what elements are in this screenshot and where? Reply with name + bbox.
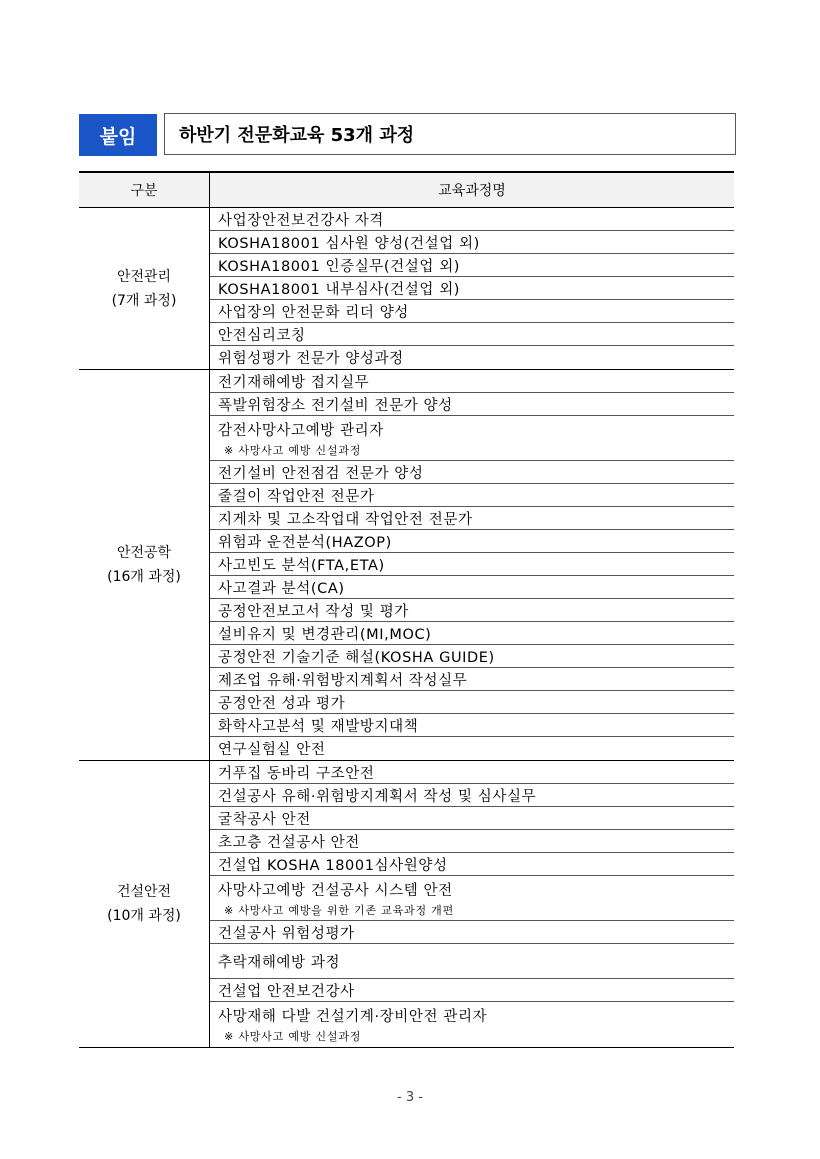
course-row: [210, 876, 734, 921]
course-name: 사망사고예방 건설공사 시스템 안전: [218, 882, 453, 899]
course-name: 줄걸이 작업안전 전문가: [218, 488, 375, 505]
course-row: [210, 300, 734, 323]
category-group: [79, 208, 734, 370]
course-name: 화학사고분석 및 재발방지대책: [218, 718, 419, 735]
course-name: 사고빈도 분석(FTA,ETA): [218, 557, 385, 574]
course-name: KOSHA18001 심사원 양성(건설업 외): [218, 235, 480, 252]
course-note: ※ 사망사고 예방 신설과정: [224, 1030, 362, 1043]
category-count: (7개 과정): [111, 292, 177, 309]
course-row: [210, 1002, 734, 1047]
course-row: [210, 346, 734, 369]
course-name: KOSHA18001 인증실무(건설업 외): [218, 258, 461, 275]
table-header-row: [79, 173, 734, 208]
attachment-badge: 붙임: [79, 114, 157, 156]
course-name: 공정안전 성과 평가: [218, 695, 346, 712]
course-list: [210, 208, 734, 369]
course-row: [210, 208, 734, 231]
category-cell: [79, 761, 210, 1047]
course-row: [210, 461, 734, 484]
course-list: [210, 761, 734, 1047]
course-name: 사업장안전보건강사 자격: [218, 212, 384, 229]
course-name: 제조업 유해·위험방지계획서 작성실무: [218, 672, 468, 689]
course-row: [210, 737, 734, 760]
category-name: 건설안전: [116, 884, 172, 900]
course-row: [210, 830, 734, 853]
column-header-category: 구분: [79, 173, 210, 207]
table-body: [79, 208, 734, 1047]
page-title: 하반기 전문화교육 53개 과정: [164, 113, 736, 155]
course-name: 전기설비 안전점검 전문가 양성: [218, 465, 424, 482]
page-header: [79, 113, 738, 157]
course-row: [210, 416, 734, 461]
course-name: 거푸집 동바리 구조안전: [218, 765, 375, 782]
category-name: 안전관리: [116, 268, 172, 285]
course-name: 추락재해예방 과정: [218, 954, 341, 971]
course-row: [210, 691, 734, 714]
course-name: 건설공사 유해·위험방지계획서 작성 및 심사실무: [218, 788, 537, 805]
course-row: [210, 553, 734, 576]
category-group: [79, 761, 734, 1047]
course-row: [210, 254, 734, 277]
course-name: 건설업 KOSHA 18001심사원양성: [218, 857, 448, 874]
course-name: 연구실험실 안전: [218, 742, 326, 758]
course-name: 위험성평가 전문가 양성과정: [218, 351, 404, 367]
course-row: [210, 599, 734, 622]
course-row: [210, 622, 734, 645]
course-note: ※ 사망사고 예방을 위한 기존 교육과정 개편: [224, 903, 455, 917]
course-name: 공정안전보고서 작성 및 평가: [218, 603, 409, 620]
course-name: 감전사망사고예방 관리자: [218, 422, 384, 439]
course-row: [210, 530, 734, 553]
course-name: 굴착공사 안전: [218, 811, 311, 828]
course-name: 건설공사 위험성평가: [218, 925, 355, 942]
course-name: 폭발위험장소 전기설비 전문가 양성: [218, 397, 453, 414]
category-count: (10개 과정): [107, 908, 181, 924]
category-cell: [79, 208, 210, 369]
course-row: [210, 761, 734, 784]
course-row: [210, 576, 734, 599]
course-row: [210, 323, 734, 346]
course-row: [210, 807, 734, 830]
course-row: [210, 484, 734, 507]
course-name: 초고층 건설공사 안전: [218, 834, 360, 851]
course-name: KOSHA18001 내부심사(건설업 외): [218, 281, 461, 298]
course-name: 설비유지 및 변경관리(MI,MOC): [218, 626, 432, 643]
course-table: [79, 171, 734, 1048]
page-number: - 3 -: [397, 1090, 423, 1105]
course-name: 건설업 안전보건강사: [218, 983, 355, 1000]
course-row: [210, 507, 734, 530]
course-name: 사망재해 다발 건설기계·장비안전 관리자: [218, 1009, 488, 1025]
course-name: 지게차 및 고소작업대 작업안전 전문가: [218, 511, 473, 528]
course-row: [210, 231, 734, 254]
course-name: 안전심리코칭: [218, 327, 306, 344]
course-list: [210, 370, 734, 760]
course-row: [210, 944, 734, 979]
course-note: ※ 사망사고 예방 신설과정: [224, 443, 362, 457]
column-header-course: 교육과정명: [438, 183, 506, 199]
category-count: (16개 과정): [107, 569, 181, 585]
course-name: 전기재해예방 접지실무: [218, 374, 370, 391]
course-row: [210, 714, 734, 737]
course-row: [210, 668, 734, 691]
category-group: [79, 370, 734, 761]
course-name: 사업장의 안전문화 리더 양성: [218, 304, 409, 321]
course-name: 공정안전 기술기준 해설(KOSHA GUIDE): [218, 649, 495, 666]
course-row: [210, 784, 734, 807]
category-name: 안전공학: [116, 545, 172, 561]
course-row: [210, 645, 734, 668]
course-row: [210, 277, 734, 300]
course-name: 사고결과 분석(CA): [218, 580, 345, 597]
course-row: [210, 979, 734, 1002]
course-row: [210, 853, 734, 876]
course-row: [210, 921, 734, 944]
category-cell: [79, 370, 210, 760]
course-row: [210, 370, 734, 393]
course-row: [210, 393, 734, 416]
course-name: 위험과 운전분석(HAZOP): [218, 534, 392, 551]
